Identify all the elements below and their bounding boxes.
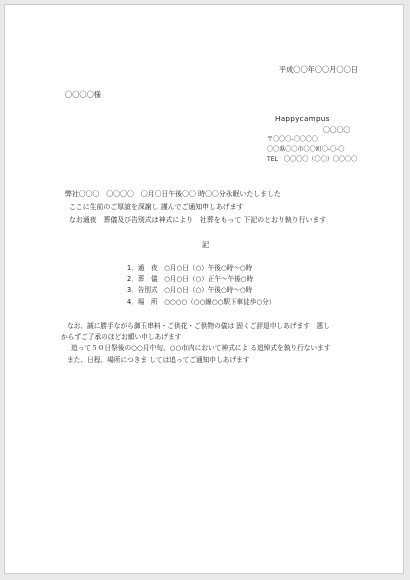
ki-heading: 記 xyxy=(202,240,210,249)
letter-page xyxy=(4,4,404,574)
body-line: なお通夜 葬儀及び告別式は神式により 社葬をもって 下記のとおり執り行います xyxy=(69,216,327,224)
sender-postal-code: 〒〇〇〇-〇〇〇〇 xyxy=(267,136,318,143)
schedule-item: 1．通 夜 ○月○日（○）午後○時～○時 xyxy=(127,264,253,272)
letter-date: 平成〇〇年〇〇月〇〇日 xyxy=(278,65,358,74)
sender-address: 〇〇県〇〇市〇〇町〇-〇-〇 xyxy=(267,146,345,153)
schedule-item: 2．葬 儀 ○月○日（○）正午～午後○時 xyxy=(127,275,254,283)
company-name: Happycampus xyxy=(275,114,330,123)
body-line: ここに生前のご厚誼を深謝し 謹んでご通知申しあげます xyxy=(69,203,244,211)
sender-name: 〇〇〇〇 xyxy=(323,126,351,134)
schedule-item: 4．場 所 ○○○○（○○線○○駅下車徒歩○分） xyxy=(127,298,276,306)
closing-line: からずご了承のほどお願い申しあげます xyxy=(61,333,182,341)
recipient-name: 〇〇〇〇様 xyxy=(65,90,101,99)
closing-line: なお、誠に勝手ながら御玉串料・ご供花・ご供物の儀は 固くご辞退申しあげます 悪し xyxy=(67,322,330,330)
closing-line: また、日程、場所につきま しては追ってご通知申しあげます xyxy=(67,356,250,364)
body-line: 弊社〇〇〇 〇〇〇〇 〇月〇日午後〇〇 時〇〇分永眠いたしました xyxy=(65,190,281,198)
schedule-item: 3．告別式 ○月○日（○）午後○時～○時 xyxy=(127,286,253,294)
closing-line: 追って５０日祭後の○○月中旬、○○市内において神式によ る追悼式を執り行ないます xyxy=(71,344,331,352)
sender-tel: TEL 〇〇〇〇（〇〇）〇〇〇〇 xyxy=(267,156,358,163)
sender-block xyxy=(267,125,357,165)
